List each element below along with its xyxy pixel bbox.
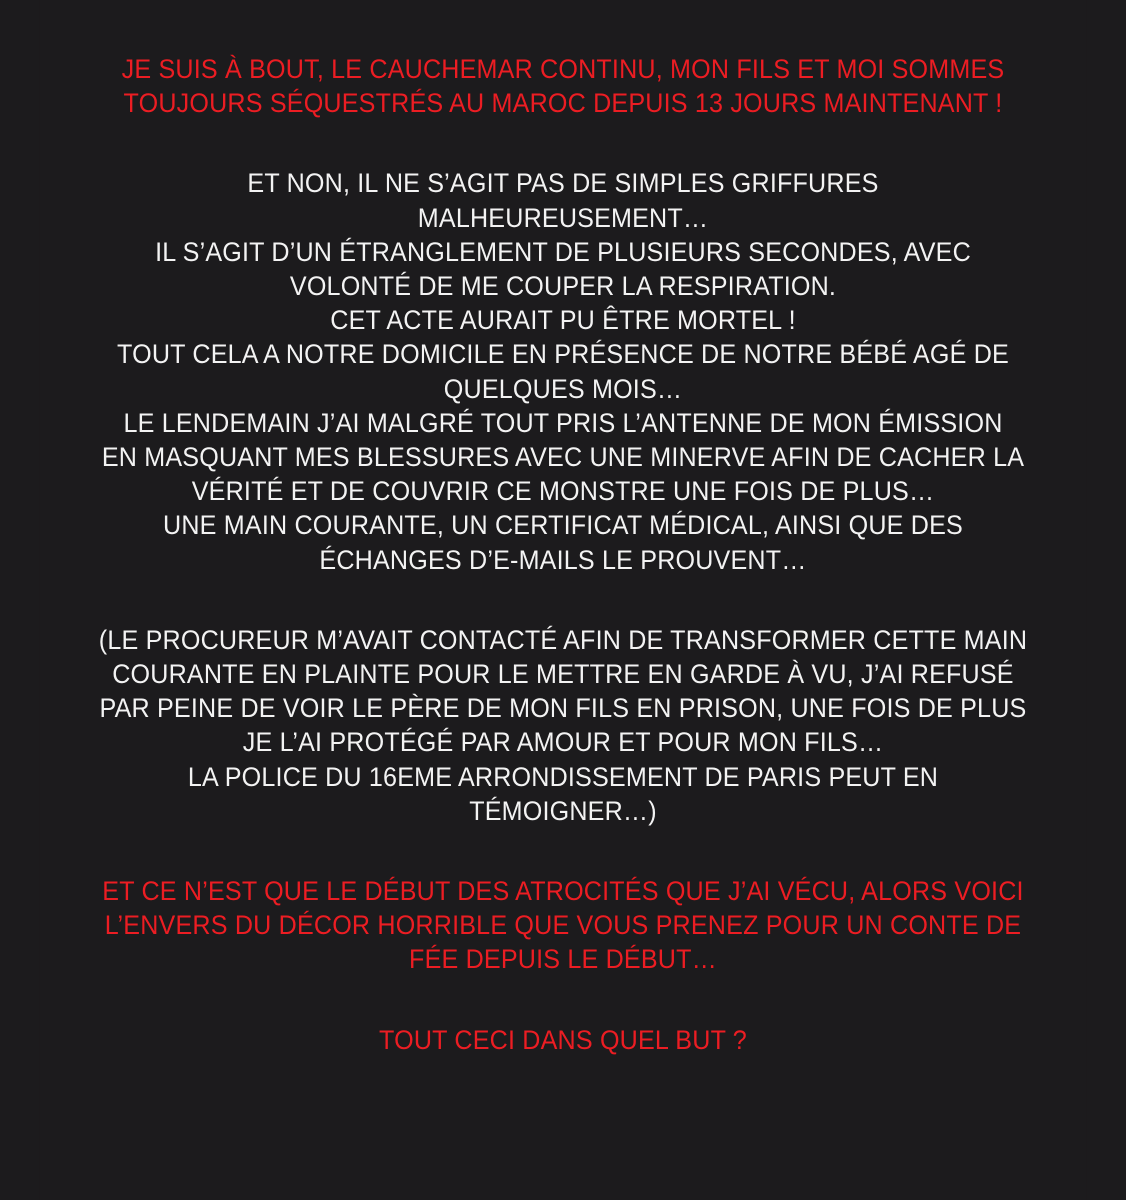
text-line: CET ACTE AURAIT PU ÊTRE MORTEL !: [330, 305, 796, 336]
opening-statement-red: [39, 52, 1086, 120]
text-line: TOUT CECI DANS QUEL BUT ?: [379, 1024, 747, 1055]
text-line: ET NON, IL NE S’AGIT PAS DE SIMPLES GRIFFURES: [247, 168, 879, 199]
text-line: VÉRITÉ ET DE COUVRIR CE MONSTRE UNE FOIS DE PLUS…: [191, 476, 935, 507]
text-line: TOUJOURS SÉQUESTRÉS AU MAROC DEPUIS 13 JOURS MAINTENANT !: [123, 88, 1003, 119]
statement-page: [39, 0, 1086, 1200]
text-line: LA POLICE DU 16EME ARRONDISSEMENT DE PARIS PEUT EN: [187, 761, 939, 792]
text-line: L’ENVERS DU DÉCOR HORRIBLE QUE VOUS PRENEZ POUR UN CONTE DE: [104, 910, 1022, 941]
text-line: EN MASQUANT MES BLESSURES AVEC UNE MINERVE AFIN DE CACHER LA: [101, 442, 1025, 473]
closing-statement-red: [39, 874, 1086, 977]
text-line: FÉE DEPUIS LE DÉBUT…: [409, 944, 717, 975]
text-line: VOLONTÉ DE ME COUPER LA RESPIRATION.: [289, 271, 837, 302]
text-line: ET CE N’EST QUE LE DÉBUT DES ATROCITÉS QUE J’AI VÉCU, ALORS VOICI: [102, 876, 1024, 907]
text-line: QUELQUES MOIS…: [443, 373, 683, 404]
text-line: TÉMOIGNER…): [469, 795, 657, 826]
text-line: MALHEUREUSEMENT…: [417, 202, 709, 233]
text-line: JE SUIS À BOUT, LE CAUCHEMAR CONTINU, MON FILS ET MOI SOMMES: [121, 54, 1005, 84]
text-line: JE L’AI PROTÉGÉ PAR AMOUR ET POUR MON FILS…: [242, 727, 884, 758]
text-line: PAR PEINE DE VOIR LE PÈRE DE MON FILS EN PRISON, UNE FOIS DE PLUS: [99, 693, 1027, 724]
paragraph-spacer: [39, 120, 1086, 166]
main-statement-white: [39, 166, 1086, 576]
text-line: LE LENDEMAIN J’AI MALGRÉ TOUT PRIS L’ANTENNE DE MON ÉMISSION: [123, 407, 1003, 438]
text-line: COURANTE EN PLAINTE POUR LE METTRE EN GARDE À VU, J’AI REFUSÉ: [112, 659, 1014, 690]
text-line: IL S’AGIT D’UN ÉTRANGLEMENT DE PLUSIEURS SECONDES, AVEC: [155, 236, 971, 267]
parenthetical-statement-white: [39, 623, 1086, 828]
text-line: TOUT CELA A NOTRE DOMICILE EN PRÉSENCE DE NOTRE BÉBÉ AGÉ DE: [117, 339, 1009, 370]
paragraph-spacer: [39, 977, 1086, 1023]
text-line: ÉCHANGES D’E-MAILS LE PROUVENT…: [319, 544, 807, 575]
paragraph-spacer: [39, 828, 1086, 874]
final-question-red: [39, 1023, 1086, 1057]
paragraph-spacer: [39, 577, 1086, 623]
text-line: (LE PROCUREUR M’AVAIT CONTACTÉ AFIN DE TRANSFORMER CETTE MAIN: [98, 624, 1028, 655]
text-line: UNE MAIN COURANTE, UN CERTIFICAT MÉDICAL, AINSI QUE DES: [163, 510, 963, 541]
